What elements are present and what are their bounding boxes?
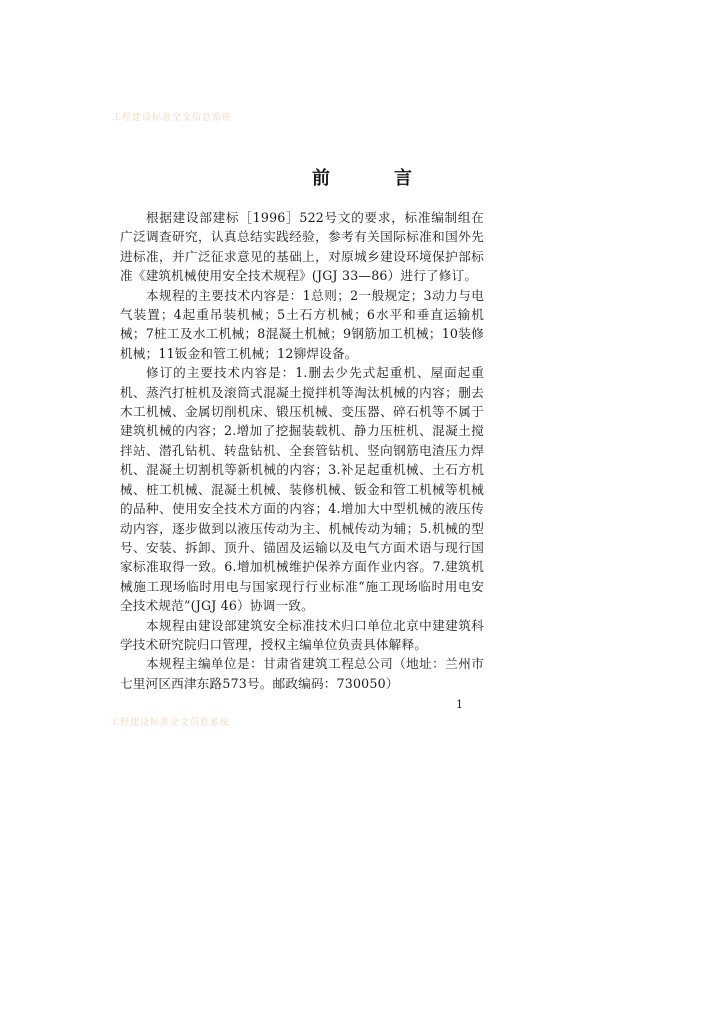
page-number: 1 <box>456 698 463 711</box>
paragraph-main-content: 本规程的主要技术内容是：1总则；2一般规定；3动力与电气装置；4起重吊装机械；5土石方机械；6水平和垂直运输机械；7桩工及水工机械；8混凝土机械；9钢筋加工机械；10装修机械；11钣金和管工机械；12铆焊设备。 <box>120 287 484 361</box>
paragraph-management: 本规程由建设部建筑安全标准技术归口单位北京中建建筑科学技术研究院归口管理，授权主编单位负责具体解释。 <box>120 617 484 652</box>
paragraph-revision-basis: 根据建设部建标［1996］522号文的要求，标准编制组在广泛调查研究，认真总结实践经验，参考有关国际标准和国外先进标准，并广泛征求意见的基础上，对原城乡建设环境保护部标准《建筑机械使用安全技术规程》(JGJ 33—86）进行了修订。 <box>120 210 484 284</box>
page-title: 前言 <box>312 168 476 189</box>
paragraph-revision-content: 修订的主要技术内容是：1.删去少先式起重机、屋面起重机、蒸汽打桩机及滚筒式混凝土搅拌机等淘汰机械的内容；删去木工机械、金属切削机床、锻压机械、变压器、碎石机等不属于建筑机械的内容；2.增加了挖掘装载机、静力压桩机、混凝土搅拌站、潜孔钻机、转盘钻机、全套管钻机、竖向钢筋电渣压力焊机、混凝土切割机等新机械的内容；3.补足起重机械、土石方机械、桩工机械、混凝土机械、装修机械、钣金和管工机械等机械的品种、使用安全技术方面的内容；4.增加大中型机械的液压传动内容，逐步做到以液压传动为主、机械传动为辅；5.机械的型号、安装、拆卸、顶升、锚固及运输以及电气方面术语与现行国家标准取得一致。6.增加机械维护保养方面作业内容。7.建筑机械施工现场临时用电与国家现行行业标准“施工现场临时用电安全技术规范”(JGJ 46）协调一致。 <box>120 365 484 614</box>
watermark-top: 工程建设标准全文信息系统 <box>112 113 233 123</box>
paragraph-editor-unit: 本规程主编单位是：甘肃省建筑工程总公司（地址：兰州市七里河区西津东路573号。邮政编码：730050） <box>120 656 484 691</box>
watermark-bottom: 工程建设标准全文信息系统 <box>110 718 231 728</box>
body-text <box>120 208 484 693</box>
